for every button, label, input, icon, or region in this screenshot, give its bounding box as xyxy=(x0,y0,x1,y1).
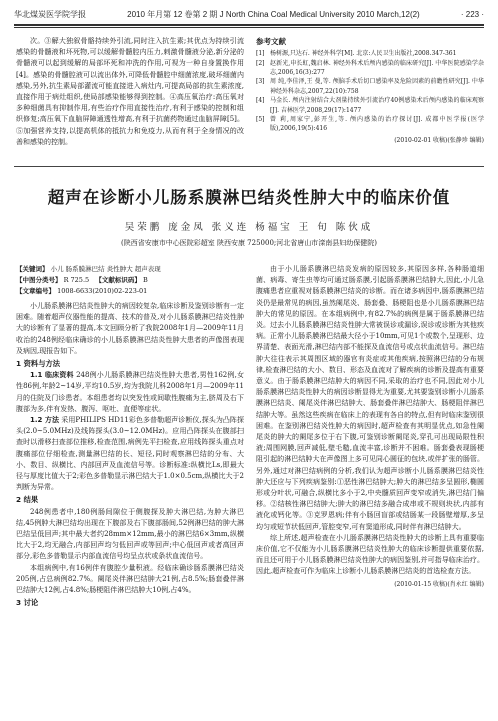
reference-item: [3] 周 纯,李佳泽,王 曼,等. 颅脑手术后切口感染率及危险因素的前瞻性研究[J]. 中华神经外科杂志,2007,22(10):758 xyxy=(256,78,484,95)
reference-item: [2] 赵新光,申长虹,魏启林. 神经外科术后颅内感染的临床研究[J]. 中华医院感染学杂志,2006,16(3):277 xyxy=(256,59,484,77)
keywords-line: 【关键词】 小儿 肠系膜淋巴结 炎性肿大 超声表现 xyxy=(16,265,161,273)
discussion-paragraph: 由于小儿肠系膜淋巴结炎发病的原因较多,其原因多样,各种肠道细菌、病毒、寄生虫等均可通过肠系膜,引起肠系膜淋巴结肿大,因此,小儿急腹痛患者应重视对肠系膜淋巴结炎的诊断。而在诸多病因中,肠系膜淋巴结炎仍是最常见的病因,虽然阑尾炎、肠套叠、肠梗阻也是小儿肠系膜淋巴结肿大的常见的原因。在本组病例中,有82.7%的病例是属于肠系膜淋巴结炎。过去小儿肠系膜淋巴结炎性肿大常被误诊或漏诊,误诊或诊断为其他疾病。正常小儿肠系膜淋巴结最大径小于10mm,可见1个或数个,呈现形、边界清楚、表面光滑,淋巴结内部不能探及血流信号或点状血流信号。淋巴结肿大往往表示其周围区域的器官有炎症或其他疾病,按照淋巴结的分布规律,检查淋巴结的大小、数目、形态及血流对了解疾病的诊断及提高有重要意义。由于肠系膜淋巴结肿大的病因不同,采取的治疗也不同,因此对小儿肠系膜淋巴结炎性肿大的病因诊断显得尤为重要,尤其要鉴别诊断小儿肠系膜淋巴结炎、阑尾炎伴淋巴结肿大、肠套叠伴淋巴结肿大、肠梗阻伴淋巴结肿大等。虽然这些疾病在临床上的表现有各自的特点,但有时临床鉴别很困难。在鉴别淋巴结炎性肿大的病因时,超声检查有其明显优点,如急性阑尾炎的肿大的阑尾多位于右下腹,可鉴别诊断阑尾炎,穿孔可出现局限性积液;周围网膜,回声减低,壁毛糙,血流丰富,诊断并不困难。肠套叠表现肠梗阻引起的淋巴结肿大在声像图上多可见同心圆征的包块,或伴扩张的肠管。另外,通过对淋巴结病例的分析,我们认为超声诊断小儿肠系膜淋巴结炎性肿大还应与下列疾病鉴别:①恶性淋巴结肿大;肿大的淋巴结多呈圆形,椭圆形或分叶状,可融合,纵横比多小于2,中央髓质回声变窄或消失,淋巴结门偏移。②结核性淋巴结肿大;肿大的淋巴结多融合成串或不规则块状,内部有液化或钙化等。③克罗恩病;伴有小肠回盲部或结肠某一段肠壁增厚,多呈均匀或短节状低回声,管腔变窄,可有窦道形成,同时伴有淋巴结肿大。 xyxy=(256,265,484,531)
previous-article-paragraph: 次。③解大独叙骨骼持续外引流,同时注入抗生素;其优点为持续引流感染的骨髓液和坏死物,可以缓解骨髓腔内压力,刺激骨髓液分泌,新分泌的骨髓液可以起到缓解的局部坏死和冲洗的作用,可视为一种自身置换作用[4]。感染的骨髓腔液可以流出体外,可降低骨髓腔中细菌浓度,破坏细菌内感染,另外,抗生素局部灌流可能直接进入病灶内,可提高局部的抗生素浓度,直接作用于病灶组织,使局部感染能够得到控制。④高压氧治疗:高压氧对多种细菌具有抑制作用,有些治疗作用直接性治疗,有利于感染的控制和组织修复;高压氧下血脑屏障通透性增高,有利于抗菌药物通过血脑屏障[5]。⑤加强营养支持,以提高机体的抵抗力和免疫力,从而有利于全身情况的改善和感染的控制。 xyxy=(16,37,244,146)
section-heading: 1 资料与方法 xyxy=(16,359,61,369)
reference-item: [4] 马金长. 颅内注射结合大剂量持续外引流治疗40例感染术后颅内感染的临床观察[J]. 吉林医学,2008,29(17):1477 xyxy=(256,97,484,114)
reference-item: [5] 曾 莉,周家宁,彭开生,等. 颅内感染的治疗探讨[J]. 成都中医学报(医学版),2006,19(5):416 xyxy=(256,116,484,133)
references-block xyxy=(256,36,484,161)
method-paragraph: 1.2 方法 采用PHILIPS HD11彩色多普勒超声诊断仪,探头为凸阵探头(2.0~5.0MHz)及线阵探头(3.0~12.0MHz)。应用凸阵探头在腹部扫查时以滑移扫查部位推移,检查范围,病例先平扫检查,应用线阵探头重点对腹痛部位仔细检查,测量淋巴结的长、短径,同时观察淋巴结的分布、大小、数目、纵横比、内部回声及血流信号等。诊断标准:纵横比Ls,即最大径与厚度比值大于2;彩色多普勒显示淋巴结大于1.0×0.5cm,纵横比大于2判断为异常。 xyxy=(16,416,244,492)
running-header xyxy=(14,6,484,22)
received-note: (2010-01-15 收稿)(肖永红 编辑) xyxy=(394,580,484,588)
header-rule xyxy=(14,24,484,26)
conclusion-paragraph: 综上所述,超声检查在小儿肠系膜淋巴结炎性肿大的诊断上具有重要临床价值,它不仅能为小儿肠系膜淋巴结炎性肿大的临床诊断提供重要依据,而且还可用于小儿肠系膜淋巴结炎性肿大的病因鉴别,并可指导临床治疗。因此,超声检查可作为临床上诊断小儿肠系膜淋巴结炎的首选检查方法。 xyxy=(256,533,484,576)
references-title: 参考文献 xyxy=(256,37,286,46)
article-number-line: 【文章编号】 1008-6633(2010)02-223-01 xyxy=(16,287,148,295)
results-paragraph: 248例患者中,180例肠间隙位于侧腹探及肿大淋巴结,为肿大淋巴结,45例肿大淋巴结均出现在下腹部及右下腹部肠间,52例淋巴结的肿大淋巴结呈低回声;其中最大者约28mm×12mm,最小的淋巴结6×3mm,纵横比大于2,均无融合,内部回声均匀低回声或等回声;中心低回声或者高回声部分,彩色多普勒显示内部血流信号均呈点状或条状血流信号。 xyxy=(16,507,244,561)
journal-name: 华北煤炭医学院学报 xyxy=(14,9,86,19)
reference-item: [1] 杨树源,只达石. 神经外科学[M]. 北京:人民卫生出版社,2008.347-361 xyxy=(256,50,457,58)
classification-line: 【中图分类号】 R 725.5 【文献标识码】 B xyxy=(16,276,148,284)
intro-paragraph: 小儿肠系膜淋巴结炎性肿大的病因较复杂,临床诊断及鉴别诊断有一定困难。随着超声仪器性能的提高、技术的普及,对小儿肠系膜淋巴结炎性肿大的诊断有了显著的提高,本文回顾分析了我院2008年1月—2009年11月收治的248例经临床确诊的小儿肠系膜淋巴结炎性肿大患者的声像图表现及病因,现报告如下。 xyxy=(16,302,244,355)
affiliation: (陕西省安康市中心医院彩超室 陕西安康 725000;河北省唐山市滦南县妇幼保健院) xyxy=(121,239,377,247)
results-paragraph-2: 本组病例中,有16例伴有腹腔少量积液。经临床确诊肠系膜淋巴结炎205例,占总病例82.7%。阑尾炎伴淋巴结肿大21例,占8.5%;肠套叠伴淋巴结肿大12例,占4.8%;肠梗阻伴淋巴结肿大10例,占4%。 xyxy=(16,563,244,595)
header-rule-thin xyxy=(14,27,484,28)
section-heading: 3 讨论 xyxy=(16,598,39,608)
article-divider xyxy=(14,166,484,167)
author-list: 吴荣鹏 庞金凤 张义连 杨福宝 王 旬 陈伙成 xyxy=(124,222,374,233)
page-number: · 223 · xyxy=(460,9,484,19)
right-column xyxy=(256,264,484,716)
left-column xyxy=(16,264,244,716)
clinical-data-paragraph: 1.1 临床资料 248例小儿肠系膜淋巴结炎性肿大患者,男性162例,女性86例,年龄2~14岁,平均10.5岁,均为我院儿科2008年1月—2009年11月的住院及门诊患者。本组患者均以突发性或间歇性腹痛为主,脐周及右下腹部为多,伴有发热、腹泻、呕吐、直便等症状。 xyxy=(16,371,244,413)
section-heading: 2 结果 xyxy=(16,495,39,505)
journal-issue: 2010 年月第 12 卷第 2 期 J North China Coal Medical University 2010 March,12(2) xyxy=(127,9,420,19)
received-note: (2010-02-01 收稿)(张静珍 编辑) xyxy=(394,136,484,144)
article-title: 超声在诊断小儿肠系膜淋巴结炎性肿大中的临床价值 xyxy=(47,188,451,207)
previous-article-tail xyxy=(16,36,244,162)
